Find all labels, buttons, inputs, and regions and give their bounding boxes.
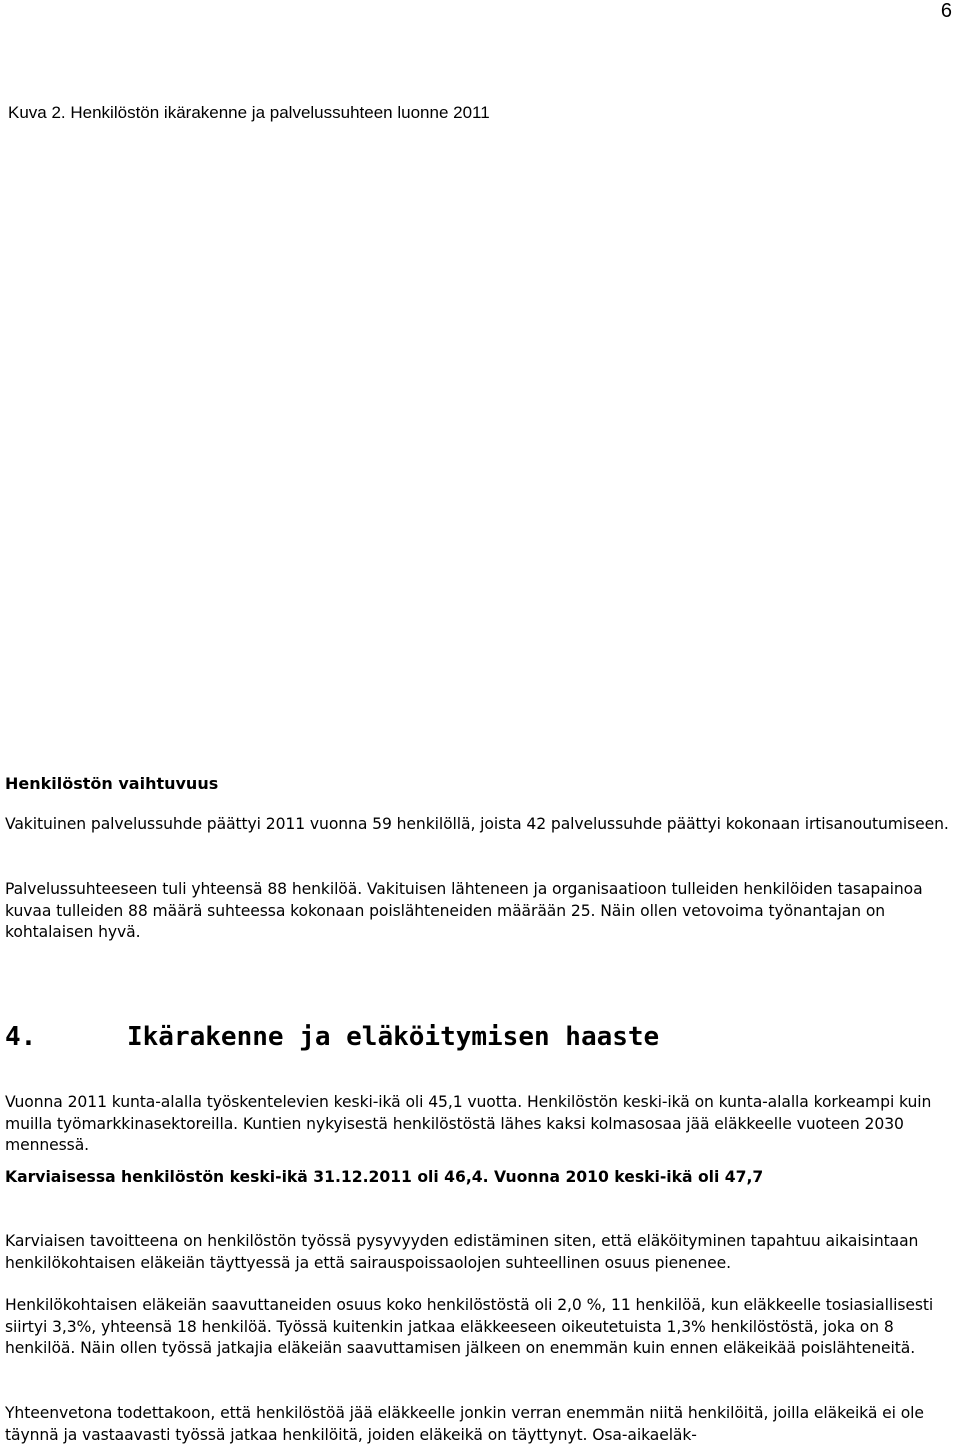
figure-caption: Kuva 2. Henkilöstön ikärakenne ja palvelussuhteen luonne 2011: [8, 103, 490, 122]
chapter-heading: [5, 1022, 659, 1052]
paragraph-turnover-2: Palvelussuhteeseen tuli yhteensä 88 henkilöä. Vakituisen lähteneen ja organisaatioon tulleiden henkilöiden tasapainoa kuvaa tulleiden 88 määrä suhteessa kokonaan poislähteneiden määrään 25. Näin ollen vetovoima työnantajan on kohtalaisen hyvä.: [5, 880, 923, 941]
figure-placeholder: [8, 140, 948, 760]
paragraph-age-1: Vuonna 2011 kunta-alalla työskentelevien keski-ikä oli 45,1 vuotta. Henkilöstön keski-ikä on kunta-alalla korkeampi kuin muilla työmarkkinasektoreilla. Kuntien nykyisestä henkilöstöstä lähes kaksi kolmasosaa jää eläkkeelle vuoteen 2030 mennessä.: [5, 1093, 932, 1154]
paragraph-age-4: Yhteenvetona todettakoon, että henkilöstöä jää eläkkeelle jonkin verran enemmän niitä henkilöitä, joilla eläkeikä ei ole täynnä ja vastaavasti työssä jatkaa henkilöitä, joiden eläkeikä on täyttynyt. Osa-aikaeläk-: [5, 1404, 924, 1444]
average-age-statement: Karviaisessa henkilöstön keski-ikä 31.12.2011 oli 46,4. Vuonna 2010 keski-ikä oli 47,7: [5, 1168, 764, 1186]
chapter-title: Ikärakenne ja eläköitymisen haaste: [127, 1022, 660, 1052]
section-heading: Henkilöstön vaihtuvuus: [5, 774, 219, 793]
paragraph-age-3: Henkilökohtaisen eläkeiän saavuttaneiden osuus koko henkilöstöstä oli 2,0 %, 11 henkilöä, kun eläkkeelle tosiasiallisesti siirtyi 3,3%, yhteensä 18 henkilöä. Työssä kuitenkin jatkaa eläkkeeseen oikeutetuista 1,3% henkilöstöstä, joka on 8 henkilöä. Näin ollen työssä jatkajia eläkeiän saavuttamisen jälkeen on enemmän kuin ennen eläkeikää poislähteneitä.: [5, 1296, 934, 1357]
page-number: 6: [940, 0, 952, 22]
chapter-number: 4.: [5, 1022, 37, 1052]
paragraph-turnover-1: Vakituinen palvelussuhde päättyi 2011 vuonna 59 henkilöllä, joista 42 palvelussuhde päättyi kokonaan irtisanoutumiseen.: [5, 815, 949, 833]
paragraph-age-2: Karviaisen tavoitteena on henkilöstön työssä pysyvyyden edistäminen siten, että eläköityminen tapahtuu aikaisintaan henkilökohtaisen eläkeiän täyttyessä ja että sairauspoissaolojen suhteellinen osuus pienenee.: [5, 1232, 919, 1272]
